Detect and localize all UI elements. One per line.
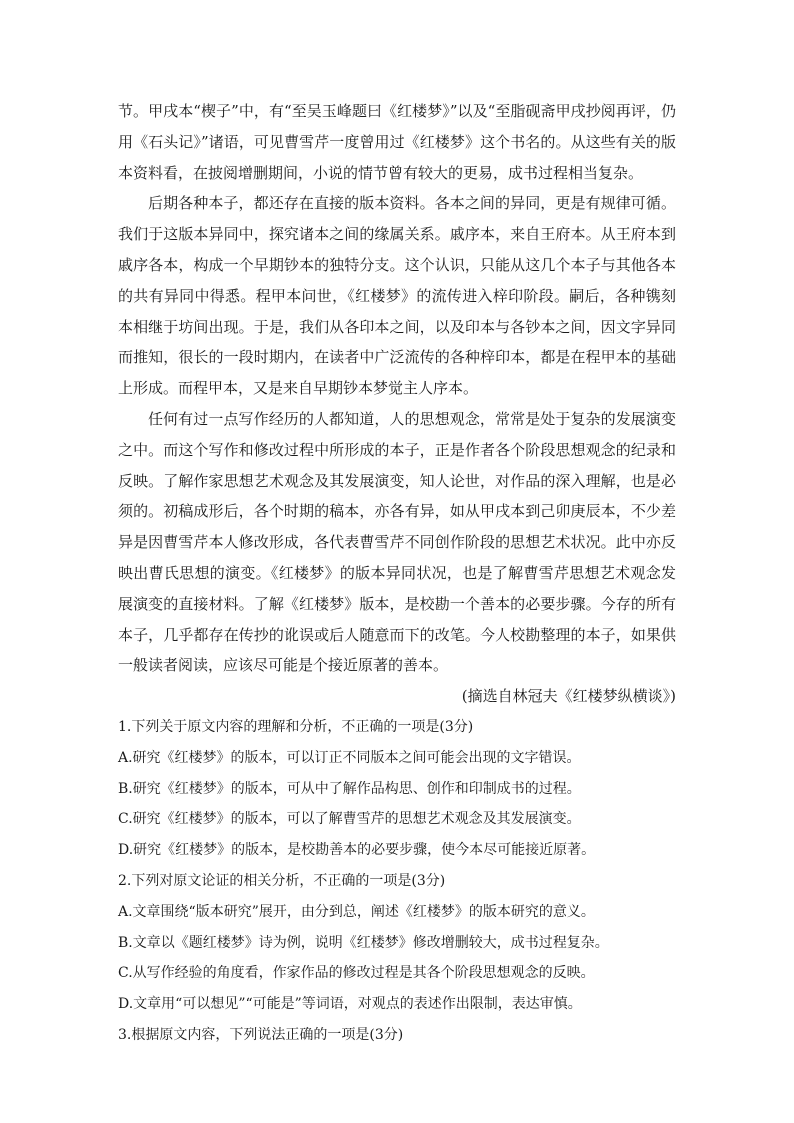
passage-source: (摘选自林冠夫《红楼梦纵横谈》) [461, 687, 676, 706]
answer-option: C.从写作经验的角度看，作家作品的修改过程是其各个阶段思想观念的反映。 [118, 965, 595, 982]
answer-option: D.研究《红楼梦》的版本，是校勘善本的必要步骤，使今本尽可能接近原著。 [118, 842, 596, 859]
passage-paragraph: 后期各种本子，都还存在直接的版本资料。各本之间的异同，更是有规律可循。我们于这版本异同中，探究诸本之间的缘属关系。戚序本，来自王府本。从王府本到戚序各本，构成一个早期钞本的独特分支。这个认识，只能从这几个本子与其他各本的共有异同中得悉。程甲本问世，《红楼梦》的流传进入梓印阶段。嗣后，各种镌刻本相继于坊间出现。于是，我们从各印本之间，以及印本与各钞本之间，因文字异同而推知，很长的一段时期内，在读者中广泛流传的各种梓印本，都是在程甲本的基础上形成。而程甲本，又是来自早期钞本梦觉主人序本。 [118, 194, 676, 398]
question-block [118, 866, 676, 1020]
reading-passage [118, 96, 676, 712]
question-block [118, 1020, 676, 1051]
answer-option: A.文章围绕“版本研究”展开，由分到总，阐述《红楼梦》的版本研究的意义。 [118, 903, 595, 920]
question-stem: 2.下列对原文论证的相关分析，不正确的一项是(3分) [118, 872, 446, 889]
answer-option: A.研究《红楼梦》的版本，可以订正不同版本之间可能会出现的文字错误。 [118, 749, 581, 766]
passage-paragraph: 节。甲戌本“楔子”中，有“至吴玉峰题曰《红楼梦》”以及“至脂砚斋甲戌抄阅再评，仍用《石头记》”诸语，可见曹雪芹一度曾用过《红楼梦》这个书名的。从这些有关的版本资料看，在披阅增删期间，小说的情节曾有较大的更易，成书过程相当复杂。 [118, 102, 676, 182]
question-stem: 1.下列关于原文内容的理解和分析，不正确的一项是(3分) [118, 718, 474, 735]
answer-option: D.文章用“可以想见”“可能是”等词语，对观点的表述作出限制，表达审慎。 [118, 996, 582, 1013]
document-page [118, 96, 676, 1051]
question-block [118, 712, 676, 866]
answer-option: B.研究《红楼梦》的版本，可从中了解作品构思、创作和印制成书的过程。 [118, 780, 581, 797]
answer-option: B.文章以《题红楼梦》诗为例，说明《红楼梦》修改增删较大，成书过程复杂。 [118, 934, 609, 951]
question-stem: 3.根据原文内容，下列说法正确的一项是(3分) [118, 1026, 404, 1043]
passage-paragraph: 任何有过一点写作经历的人都知道，人的思想观念，常常是处于复杂的发展演变之中。而这个写作和修改过程中所形成的本子，正是作者各个阶段思想观念的纪录和反映。了解作家思想艺术观念及其发展演变，知人论世，对作品的深入理解，也是必须的。初稿成形后，各个时期的稿本，亦各有异，如从甲戌本到己卯庚辰本，不少差异是因曹雪芹本人修改形成，各代表曹雪芹不同创作阶段的思想艺术状况。此中亦反映出曹氏思想的演变。《红楼梦》的版本异同状况，也是了解曹雪芹思想艺术观念发展演变的直接材料。了解《红楼梦》版本，是校勘一个善本的必要步骤。今存的所有本子，几乎都存在传抄的讹误或后人随意而下的改笔。今人校勘整理的本子，如果供一般读者阅读，应该尽可能是个接近原著的善本。 [118, 409, 676, 675]
answer-option: C.研究《红楼梦》的版本，可以了解曹雪芹的思想艺术观念及其发展演变。 [118, 811, 581, 828]
